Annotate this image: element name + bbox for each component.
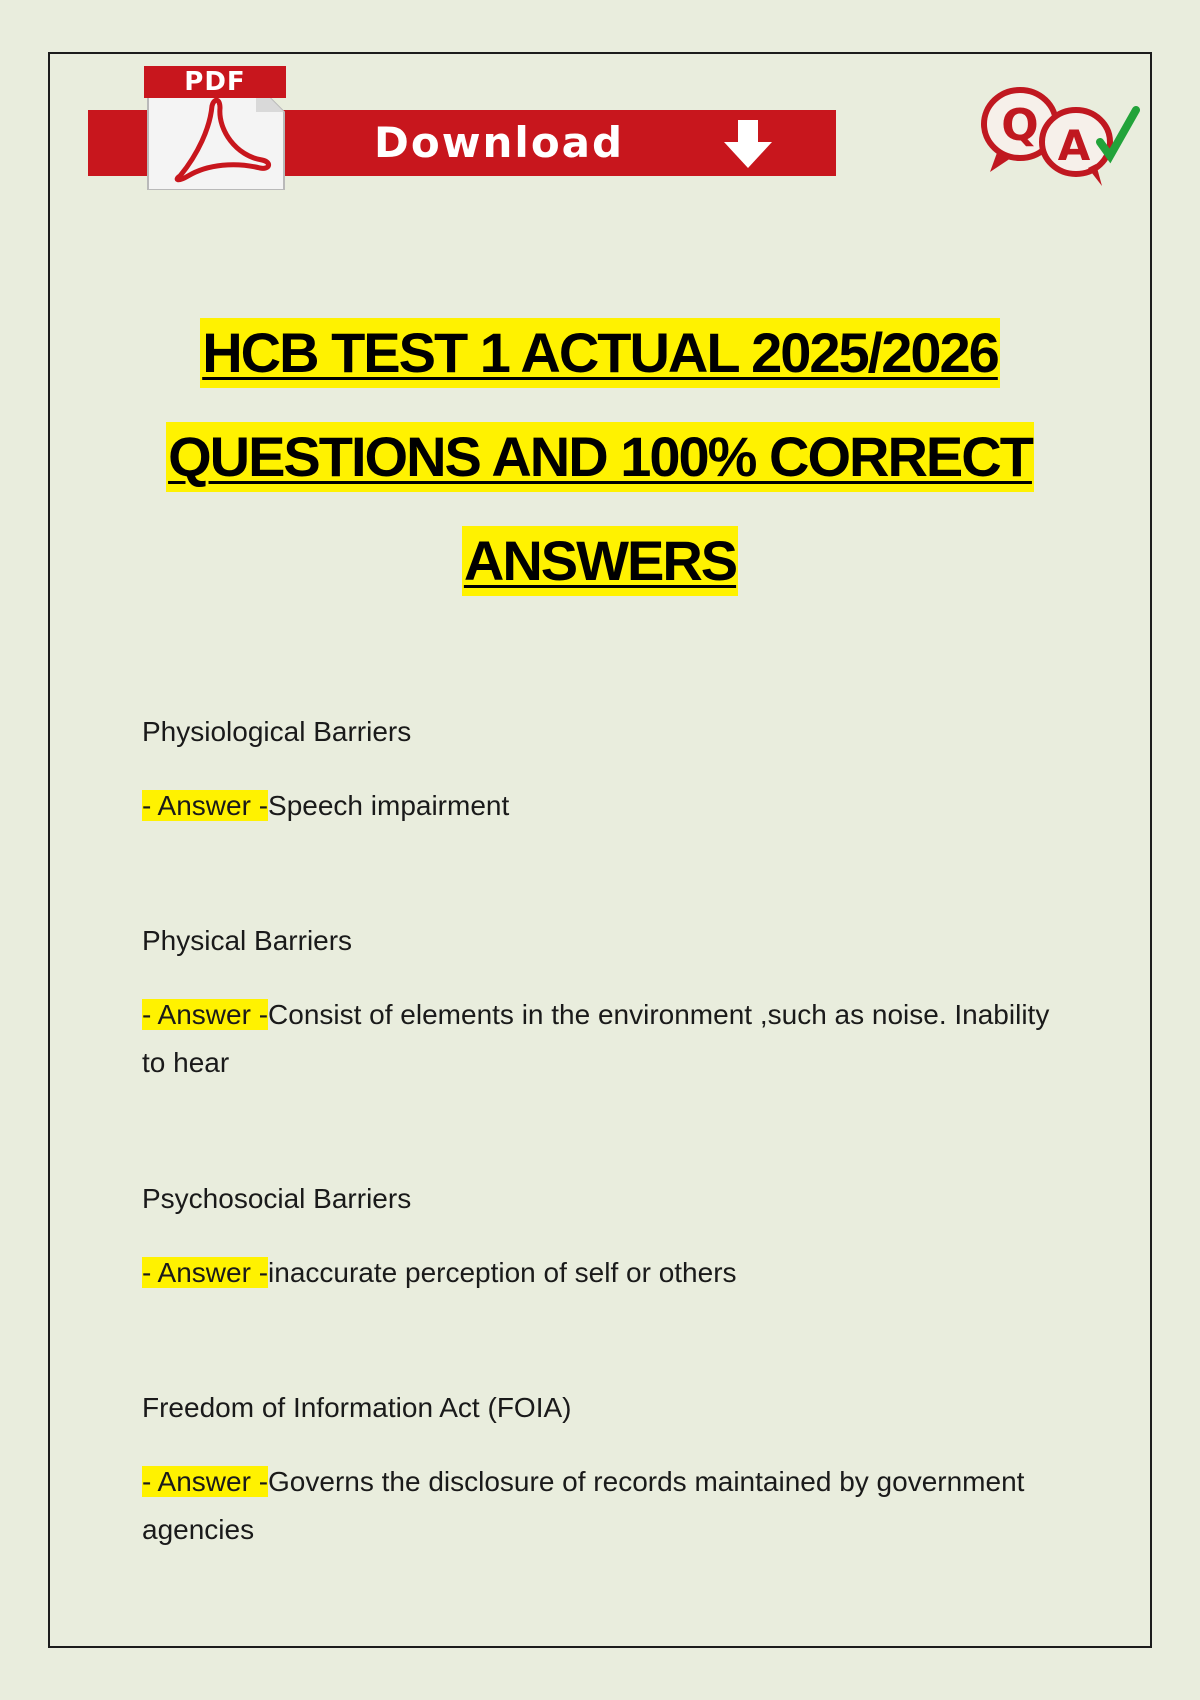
qa-item [142, 921, 1072, 1087]
download-label: Download [374, 118, 625, 167]
answer-body: Speech impairment [268, 790, 510, 821]
qa-item [142, 1179, 1072, 1297]
answer-text [142, 1458, 1072, 1554]
answer-text [142, 1249, 1072, 1297]
answer-text [142, 991, 1072, 1087]
logo-q-letter: Q [1001, 100, 1039, 151]
answer-body: inaccurate perception of self or others [268, 1257, 737, 1288]
document-title [60, 318, 1140, 630]
title-line-2: QUESTIONS AND 100% CORRECT [166, 422, 1034, 492]
answer-marker: - Answer - [142, 1466, 269, 1497]
qa-item [142, 712, 1072, 830]
title-line-1: HCB TEST 1 ACTUAL 2025/2026 [200, 318, 1000, 388]
question-text: Freedom of Information Act (FOIA) [142, 1392, 572, 1423]
answer-body: Governs the disclosure of records maintained by government agencies [142, 1466, 1025, 1545]
answer-body: Consist of elements in the environment ,such as noise. Inability to hear [142, 999, 1050, 1078]
download-arrow-icon [718, 116, 778, 172]
answer-marker: - Answer - [142, 999, 269, 1030]
pdf-file-icon [138, 64, 286, 190]
title-line-3: ANSWERS [462, 526, 738, 596]
pdf-label: PDF [144, 66, 286, 98]
question-text: Physical Barriers [142, 925, 353, 956]
answer-marker: - Answer - [142, 790, 269, 821]
answer-marker: - Answer - [142, 1257, 269, 1288]
question-text: Physiological Barriers [142, 716, 412, 747]
answer-text [142, 782, 1072, 830]
question-text: Psychosocial Barriers [142, 1183, 412, 1214]
pdf-download-banner[interactable] [88, 64, 836, 192]
qa-item [142, 1388, 1072, 1554]
logo-a-letter: A [1057, 121, 1091, 170]
qa-logo-icon [976, 80, 1140, 190]
